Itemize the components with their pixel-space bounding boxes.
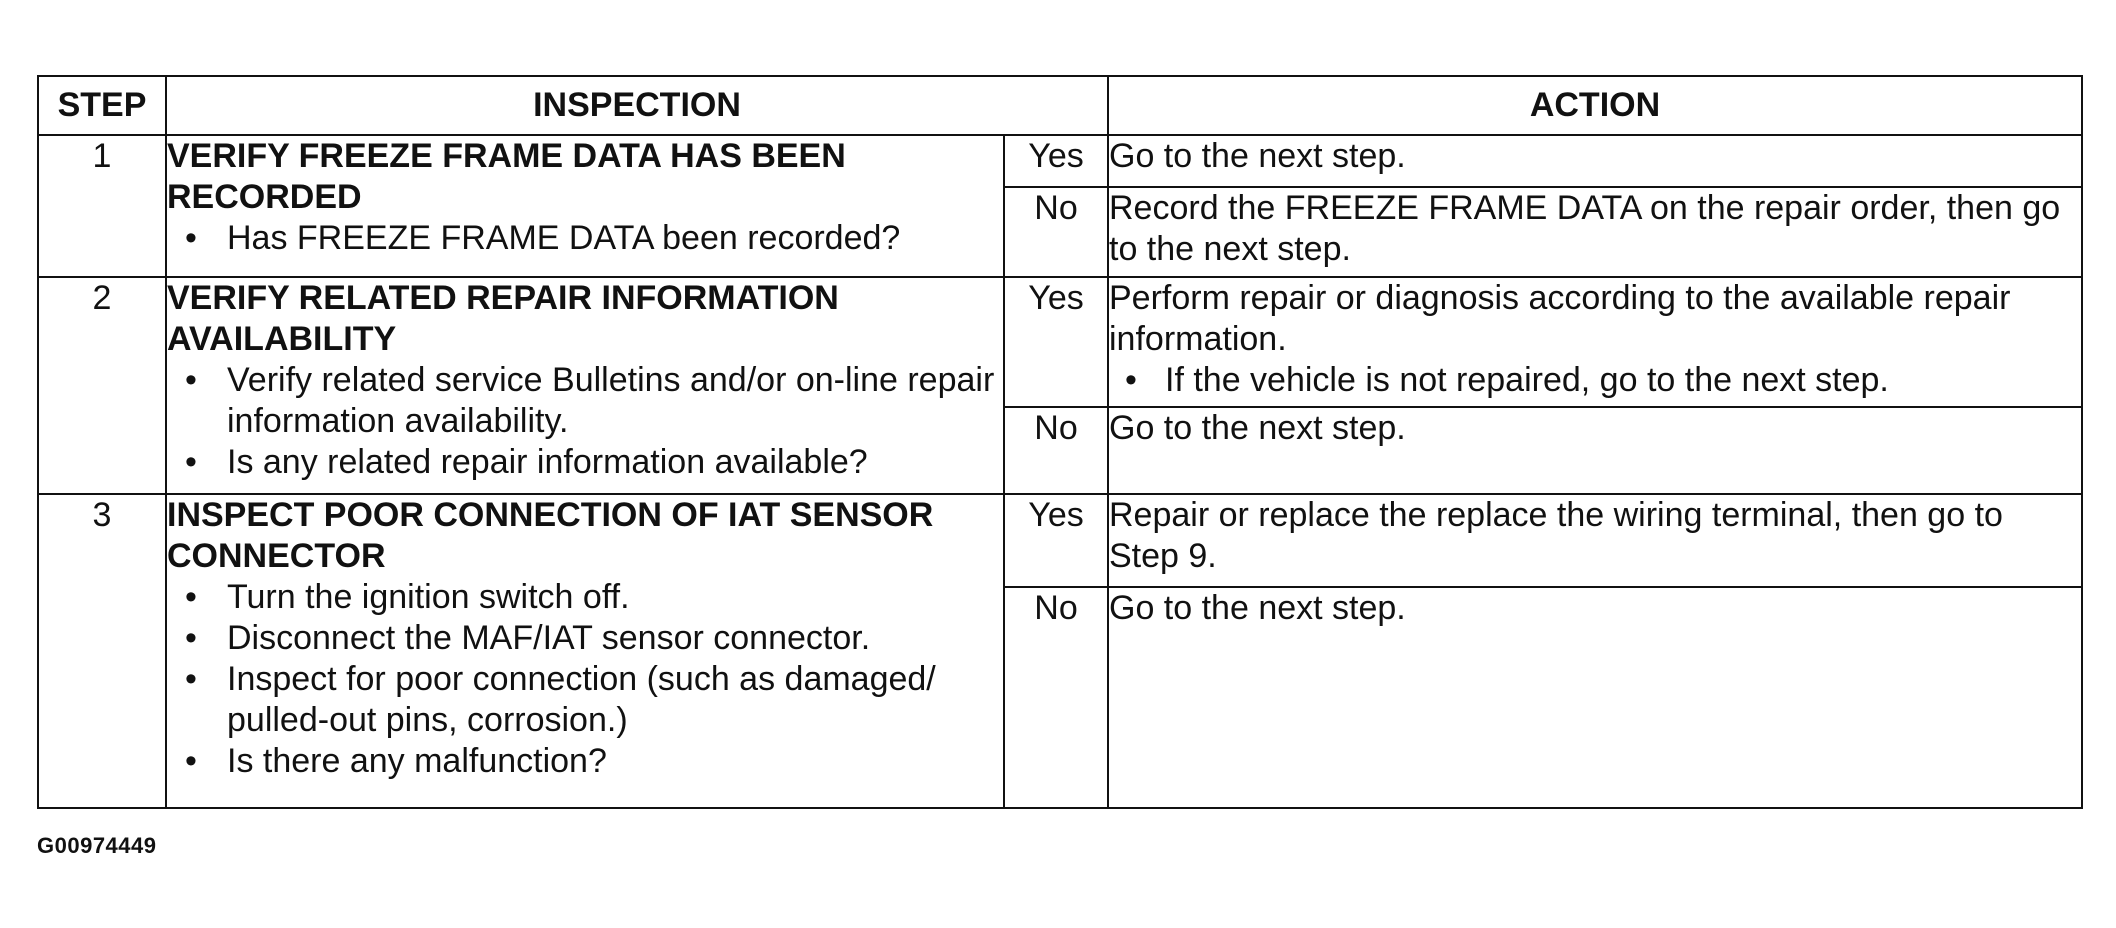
- inspection-title: INSPECT POOR CONNECTION OF IAT SENSOR CONNECTOR: [167, 496, 934, 575]
- inspection-cell: [166, 494, 1004, 808]
- list-item: • If the vehicle is not repaired, go to the next step.: [1125, 360, 2081, 401]
- inspection-bullets: [167, 577, 1003, 782]
- list-item: • Has FREEZE FRAME DATA been recorded?: [185, 218, 1003, 259]
- action-bullets: [1109, 360, 2081, 401]
- yes-action: Go to the next step.: [1108, 135, 2082, 187]
- figure-id: G00974449: [37, 833, 157, 858]
- diagnostic-table: [37, 75, 2083, 809]
- yes-action: Repair or replace the replace the wiring terminal, then go to Step 9.: [1108, 494, 2082, 587]
- step-number: 1: [38, 135, 166, 277]
- yes-label: Yes: [1004, 135, 1108, 187]
- list-item: • Verify related service Bulletins and/or on-line repair information availability.: [185, 360, 1003, 442]
- inspection-cell: [166, 135, 1004, 277]
- no-label: No: [1004, 407, 1108, 494]
- step-number: 3: [38, 494, 166, 808]
- yes-action: Perform repair or diagnosis according to the available repair information.: [1109, 279, 2011, 358]
- yes-label: Yes: [1004, 494, 1108, 587]
- no-action: Go to the next step.: [1108, 587, 2082, 808]
- list-item: • Disconnect the MAF/IAT sensor connector.: [185, 618, 1003, 659]
- inspection-title: VERIFY RELATED REPAIR INFORMATION AVAILABILITY: [167, 279, 839, 358]
- header-action: ACTION: [1108, 76, 2082, 135]
- table-header-row: [38, 76, 2082, 135]
- step-number: 2: [38, 277, 166, 494]
- list-item: • Is there any malfunction?: [185, 741, 1003, 782]
- yes-action-cell: [1108, 277, 2082, 407]
- table-row: [38, 135, 2082, 187]
- header-step: STEP: [38, 76, 166, 135]
- yes-label: Yes: [1004, 277, 1108, 407]
- no-action: Record the FREEZE FRAME DATA on the repair order, then go to the next step.: [1108, 187, 2082, 277]
- inspection-cell: [166, 277, 1004, 494]
- inspection-bullets: [167, 218, 1003, 259]
- list-item: • Turn the ignition switch off.: [185, 577, 1003, 618]
- table-row: [38, 277, 2082, 407]
- inspection-bullets: [167, 360, 1003, 483]
- inspection-title: VERIFY FREEZE FRAME DATA HAS BEEN RECORDED: [167, 137, 846, 216]
- table-row: [38, 494, 2082, 587]
- list-item: • Is any related repair information available?: [185, 442, 1003, 483]
- no-label: No: [1004, 187, 1108, 277]
- no-action: Go to the next step.: [1108, 407, 2082, 494]
- header-inspection: INSPECTION: [166, 76, 1108, 135]
- list-item: • Inspect for poor connection (such as damaged/ pulled-out pins, corrosion.): [185, 659, 1003, 741]
- no-label: No: [1004, 587, 1108, 808]
